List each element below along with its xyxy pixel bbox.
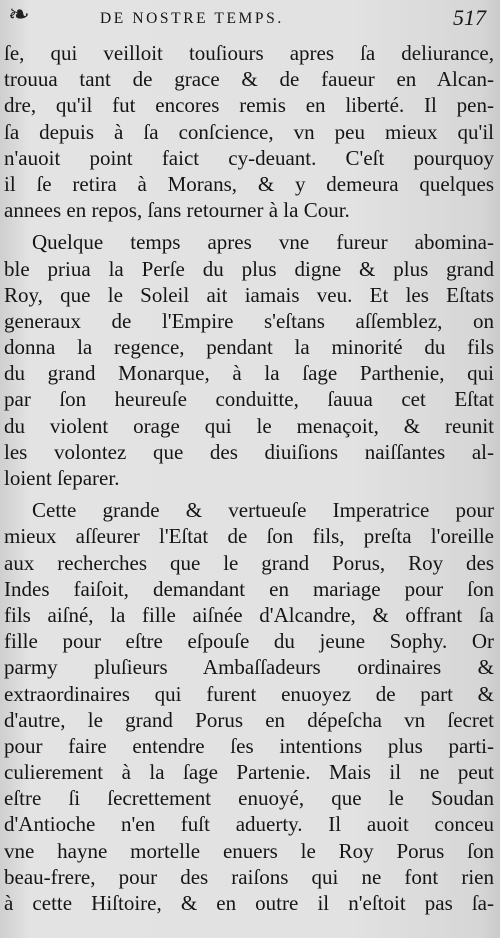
text-line: donna la regence, pendant la minorité du fils: [4, 335, 494, 360]
text-line: vne hayne mortelle enuers le Roy Porus ſon: [4, 838, 494, 863]
text-line: ſe, qui veilloit touſiours apres ſa deliurance,: [4, 41, 494, 65]
page-number: 517: [453, 5, 486, 30]
text-line: les volontez que des diuiſions naiſſantes al-: [4, 439, 494, 464]
text-line: Indes faiſoit, demandant en mariage pour ſon: [4, 576, 494, 601]
text-line: du violent orage qui le menaçoit, & reunit: [4, 413, 494, 438]
text-line: du grand Monarque, à la ſage Parthenie, qui: [4, 361, 494, 386]
text-line: dre, qu'il fut encores remis en liberté. Il pen-: [4, 93, 494, 118]
text-line: pour faire entendre ſes intentions plus parti-: [4, 733, 494, 758]
fleuron-ornament: ❧: [8, 0, 26, 29]
text-line: Roy, que le Soleil ait iamais veu. Et les Eſtats: [4, 282, 494, 307]
text-line: annees en repos, ſans retourner à la Cour.: [4, 198, 350, 223]
text-line: fils aiſné, la fille aiſnée d'Alcandre, & offrant ſa: [4, 602, 494, 627]
paragraph: [4, 497, 494, 916]
text-line: il ſe retira à Morans, & y demeura quelques: [4, 171, 494, 196]
text-line: generaux de l'Empire s'eſtans aſſemblez, on: [4, 308, 494, 333]
paragraph: [4, 40, 494, 223]
text-line: ſa depuis à ſa conſcience, vn peu mieux qu'il: [4, 119, 494, 144]
text-line: d'autre, le grand Porus en dépeſcha vn ſecret: [4, 707, 494, 732]
text-line: mieux aſſeurer l'Eſtat de ſon fils, preſta l'oreille: [4, 524, 494, 549]
text-line: Cette grande & vertueuſe Imperatrice pour: [32, 498, 494, 523]
text-line: à cette Hiſtoire, & en outre il n'eſtoit pas ſa-: [4, 891, 494, 915]
text-line: extraordinaires qui furent enuoyez de part &: [4, 681, 494, 706]
body-text: [4, 40, 494, 916]
paragraph: [4, 229, 494, 491]
text-line: ble priua la Perſe du plus digne & plus grand: [4, 256, 494, 281]
text-line: par ſon heureuſe conduitte, ſauua cet Eſtat: [4, 387, 494, 412]
text-line: beau-frere, pour des raiſons qui ne font rien: [4, 864, 494, 889]
text-line: Quelque temps apres vne fureur abomina-: [32, 230, 494, 255]
text-line: d'Antioche n'en fuſt aduerty. Il auoit conceu: [4, 812, 494, 837]
text-line: loient ſeparer.: [4, 466, 120, 490]
text-line: culierement à la ſage Partenie. Mais il ne peut: [4, 760, 494, 785]
text-line: trouua tant de grace & de faueur en Alcan-: [4, 67, 494, 92]
text-line: parmy pluſieurs Ambaſſadeurs ordinaires &: [4, 655, 494, 680]
text-line: fille pour eſtre eſpouſe du jeune Sophy. Or: [4, 629, 494, 654]
running-head: DE NOSTRE TEMPS.: [100, 10, 284, 27]
text-line: n'auoit point faict cy-deuant. C'eſt pourquoy: [4, 145, 494, 170]
text-line: eſtre ſi ſecrettement enuoyé, que le Soudan: [4, 786, 494, 811]
text-line: aux recherches que le grand Porus, Roy des: [4, 550, 494, 575]
